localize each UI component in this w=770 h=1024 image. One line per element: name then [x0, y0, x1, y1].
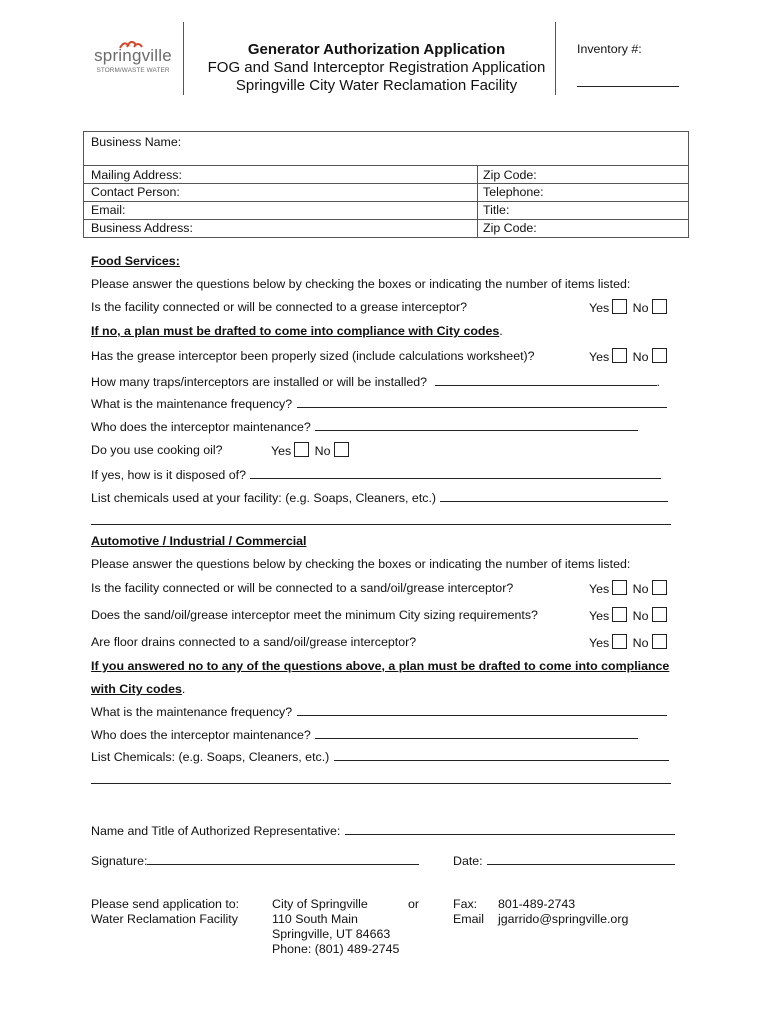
- auto-q4: What is the maintenance frequency?: [91, 704, 667, 719]
- auto-q6-extra-line[interactable]: [91, 783, 671, 784]
- food-q7-field[interactable]: [250, 467, 661, 479]
- auto-q3-answer: [589, 634, 667, 650]
- food-q7: If yes, how is it disposed of?: [91, 467, 661, 482]
- business-name-label: Business Name:: [91, 135, 182, 149]
- signature-field[interactable]: [147, 853, 419, 865]
- food-q8-field[interactable]: [440, 490, 668, 502]
- food-q6: Do you use cooking oil?: [91, 443, 223, 457]
- yes-label: Yes: [271, 444, 292, 458]
- food-services-heading: Food Services:: [91, 254, 180, 268]
- inventory-field[interactable]: [577, 86, 679, 87]
- date-line: Date:: [453, 853, 675, 868]
- auto-q2-answer: [589, 607, 667, 623]
- auto-q1-no-checkbox[interactable]: [652, 580, 667, 595]
- contact-person-row[interactable]: [84, 184, 688, 202]
- auto-q1-yes-checkbox[interactable]: [612, 580, 627, 595]
- food-q4-field[interactable]: [297, 396, 667, 408]
- zip-code-label: Zip Code:: [483, 168, 537, 182]
- food-q2-answer: [589, 348, 667, 364]
- fax-value: 801-489-2743: [498, 897, 576, 911]
- authorized-rep-line: Name and Title of Authorized Representative:: [91, 823, 675, 838]
- email-row[interactable]: [84, 202, 688, 220]
- no-label: No: [632, 609, 649, 623]
- auto-q1: Is the facility connected or will be connected to a sand/oil/grease interceptor?: [91, 581, 514, 595]
- inventory-label: Inventory #:: [577, 42, 642, 56]
- auto-compliance-note-2: with City codes.: [91, 682, 186, 696]
- mailing-address-label: Mailing Address:: [91, 168, 182, 182]
- mailing-address-row[interactable]: [84, 166, 688, 184]
- no-label: No: [314, 444, 331, 458]
- business-address-row[interactable]: [84, 220, 688, 237]
- auto-q1-answer: [589, 580, 667, 596]
- signature-line: Signature:: [91, 853, 419, 868]
- food-instructions: Please answer the questions below by checking the boxes or indicating the number of items listed:: [91, 277, 631, 291]
- logo-subtitle: STORM/WASTE WATER: [96, 67, 170, 74]
- no-label: No: [632, 301, 649, 315]
- auto-q3-no-checkbox[interactable]: [652, 634, 667, 649]
- food-q3: How many traps/interceptors are installed or will be installed? .: [91, 375, 660, 389]
- no-label: No: [632, 582, 649, 596]
- zip-code-2-label: Zip Code:: [483, 221, 537, 235]
- auto-q3: Are floor drains connected to a sand/oil/grease interceptor?: [91, 635, 417, 649]
- city-address-2: 110 South Main: [272, 912, 358, 926]
- yes-label: Yes: [589, 301, 610, 315]
- no-label: No: [632, 636, 649, 650]
- food-q8: List chemicals used at your facility: (e.g. Soaps, Cleaners, etc.): [91, 490, 668, 505]
- food-q6-yes-checkbox[interactable]: [294, 442, 309, 457]
- city-address-1: City of Springville: [272, 897, 368, 911]
- yes-label: Yes: [589, 636, 610, 650]
- food-q5: Who does the interceptor maintenance?: [91, 419, 638, 434]
- contact-person-label: Contact Person:: [91, 185, 180, 199]
- date-field[interactable]: [487, 853, 675, 865]
- food-q2: Has the grease interceptor been properly sized (include calculations worksheet)?: [91, 349, 535, 363]
- city-address-3: Springville, UT 84663: [272, 927, 391, 941]
- yes-label: Yes: [589, 609, 610, 623]
- email-footer-label: Email: [453, 912, 484, 926]
- auto-q2-no-checkbox[interactable]: [652, 607, 667, 622]
- food-q5-field[interactable]: [315, 419, 638, 431]
- or-label: or: [408, 897, 420, 911]
- auto-q3-yes-checkbox[interactable]: [612, 634, 627, 649]
- fax-label: Fax:: [453, 897, 478, 911]
- food-q2-yes-checkbox[interactable]: [612, 348, 627, 363]
- auto-q5-field[interactable]: [315, 727, 638, 739]
- yes-label: Yes: [589, 350, 610, 364]
- auto-compliance-note-1: If you answered no to any of the questions above, a plan must be drafted to come into compliance: [91, 659, 670, 673]
- food-q8-extra-line[interactable]: [91, 524, 671, 525]
- food-q6-answer: [271, 442, 349, 458]
- food-q4: What is the maintenance frequency?: [91, 396, 667, 411]
- auto-q2-yes-checkbox[interactable]: [612, 607, 627, 622]
- city-phone: Phone: (801) 489-2745: [272, 942, 400, 956]
- page-title: Generator Authorization Application: [247, 41, 506, 58]
- food-q1-yes-checkbox[interactable]: [612, 299, 627, 314]
- auto-q5: Who does the interceptor maintenance?: [91, 727, 638, 742]
- business-name-row[interactable]: [84, 132, 688, 166]
- page-subtitle-1: FOG and Sand Interceptor Registration Application: [207, 59, 546, 76]
- automotive-heading: Automotive / Industrial / Commercial: [91, 534, 307, 548]
- no-label: No: [632, 350, 649, 364]
- logo: [92, 38, 174, 78]
- email-label: Email:: [91, 203, 126, 217]
- food-compliance-note: If no, a plan must be drafted to come into compliance with City codes.: [91, 324, 503, 338]
- page-subtitle-2: Springville City Water Reclamation Facility: [235, 77, 518, 94]
- email-footer-value[interactable]: jgarrido@springville.org: [498, 912, 629, 926]
- auto-q4-field[interactable]: [297, 704, 667, 716]
- auto-q2: Does the sand/oil/grease interceptor meet the minimum City sizing requirements?: [91, 608, 538, 622]
- auto-q6: List Chemicals: (e.g. Soaps, Cleaners, etc.): [91, 749, 669, 764]
- yes-label: Yes: [589, 582, 610, 596]
- send-to-line-2: Water Reclamation Facility: [91, 912, 238, 926]
- telephone-label: Telephone:: [483, 185, 544, 199]
- authorized-rep-field[interactable]: [345, 823, 675, 835]
- business-info-table: [83, 131, 689, 238]
- automotive-instructions: Please answer the questions below by checking the boxes or indicating the number of items listed:: [91, 557, 631, 571]
- food-q1-no-checkbox[interactable]: [652, 299, 667, 314]
- food-q2-no-checkbox[interactable]: [652, 348, 667, 363]
- food-q3-field[interactable]: [435, 374, 657, 386]
- business-address-label: Business Address:: [91, 221, 193, 235]
- food-q6-no-checkbox[interactable]: [334, 442, 349, 457]
- title-label: Title:: [483, 203, 510, 217]
- logo-name: springville: [94, 46, 172, 65]
- food-q1-answer: [589, 299, 667, 315]
- send-to-line-1: Please send application to:: [91, 897, 240, 911]
- food-q1: Is the facility connected or will be connected to a grease interceptor?: [91, 300, 468, 314]
- auto-q6-field[interactable]: [334, 749, 669, 761]
